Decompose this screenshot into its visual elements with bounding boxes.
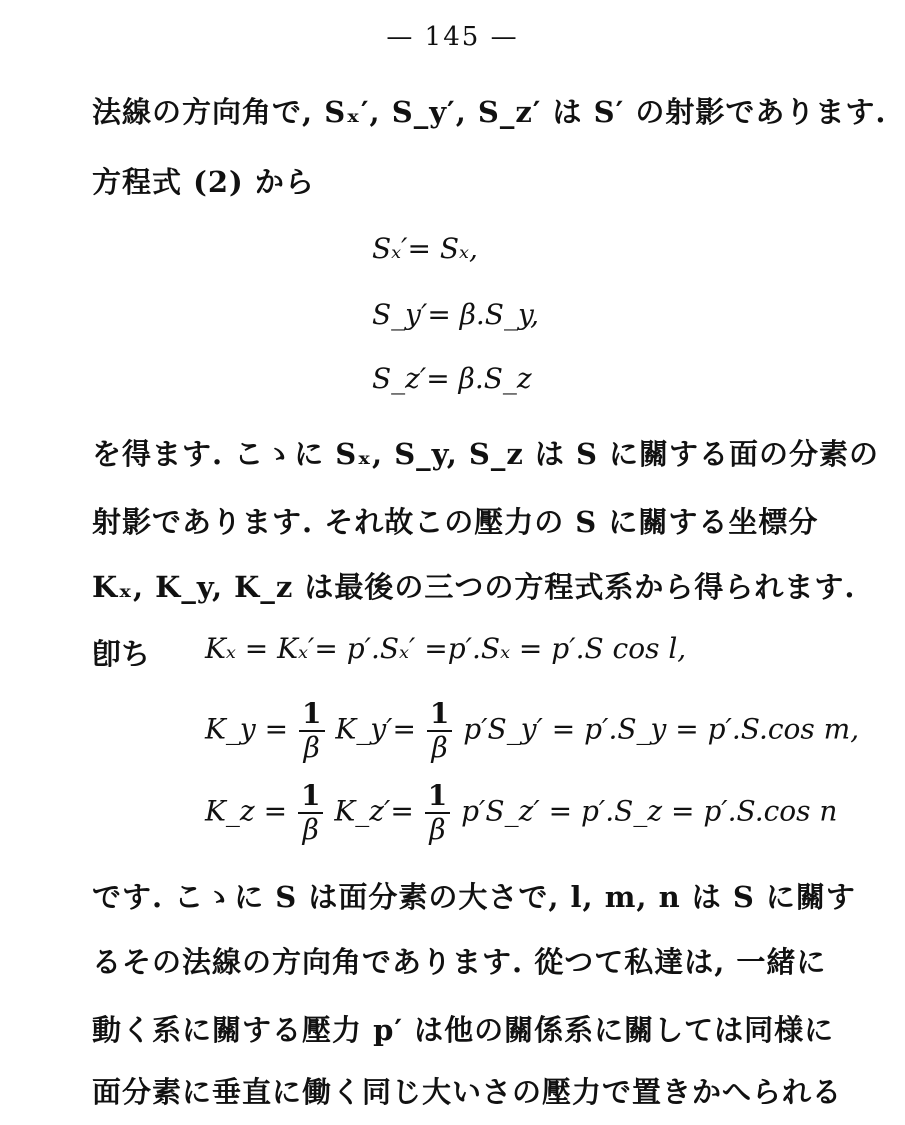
text-line-5: Kₓ, K_y, K_z は最後の三つの方程式系から得られます.: [92, 570, 856, 604]
fraction-denominator: β: [431, 731, 448, 764]
equation-sy: S_y′= β.S_y,: [372, 298, 539, 331]
text-line-7: るその法線の方向角であります. 從つて私達は, 一緒に: [92, 945, 827, 979]
kz-mid: K_z′=: [334, 794, 414, 828]
label-sokuchi: 卽ち: [92, 637, 151, 671]
ky-rhs: p′S_y′ = p′.S_y = p′.S.cos m,: [463, 712, 860, 746]
fraction-one-over-beta: [298, 779, 323, 846]
kz-rhs: p′S_z′ = p′.S_z = p′.S.cos n: [461, 794, 838, 828]
text-line-3: を得ます. こゝに Sₓ, S_y, S_z は S に關する面の分素の: [92, 437, 880, 471]
fraction-one-over-beta: [425, 779, 450, 846]
fraction-denominator: β: [429, 813, 446, 846]
fraction-numerator: 1: [298, 782, 323, 814]
equation-sx: Sₓ′= Sₓ,: [372, 232, 478, 265]
fraction-numerator: 1: [425, 782, 450, 814]
text-line-4: 射影であります. それ故この壓力の S に關する坐標分: [92, 505, 819, 539]
fraction-one-over-beta: [299, 697, 324, 764]
fraction-numerator: 1: [299, 700, 324, 732]
page-number: — 145 —: [386, 22, 519, 52]
fraction-one-over-beta: [427, 697, 452, 764]
text-line-2: 方程式 (2) から: [92, 165, 315, 199]
equation-ky: [205, 697, 860, 764]
fraction-denominator: β: [302, 813, 319, 846]
text-line-8: 動く系に關する壓力 p′ は他の關係系に關しては同様に: [92, 1013, 835, 1047]
text-line-1: 法線の方向角で, Sₓ′, S_y′, S_z′ は S′ の射影であります.: [92, 95, 887, 129]
text-line-9: 面分素に垂直に働く同じ大いさの壓力で置きかへられる: [92, 1075, 843, 1109]
ky-lhs: K_y =: [205, 712, 289, 746]
ky-mid: K_y′=: [335, 712, 416, 746]
fraction-denominator: β: [303, 731, 320, 764]
equation-sz: S_z′= β.S_z: [372, 362, 532, 395]
text-line-6: です. こゝに S は面分素の大さで, l, m, n は S に關す: [92, 880, 856, 914]
equation-kz: [205, 779, 838, 846]
kz-lhs: K_z =: [205, 794, 288, 828]
fraction-numerator: 1: [427, 700, 452, 732]
equation-kx: Kₓ = Kₓ′= p′.Sₓ′ =p′.Sₓ = p′.S cos l,: [205, 632, 687, 665]
